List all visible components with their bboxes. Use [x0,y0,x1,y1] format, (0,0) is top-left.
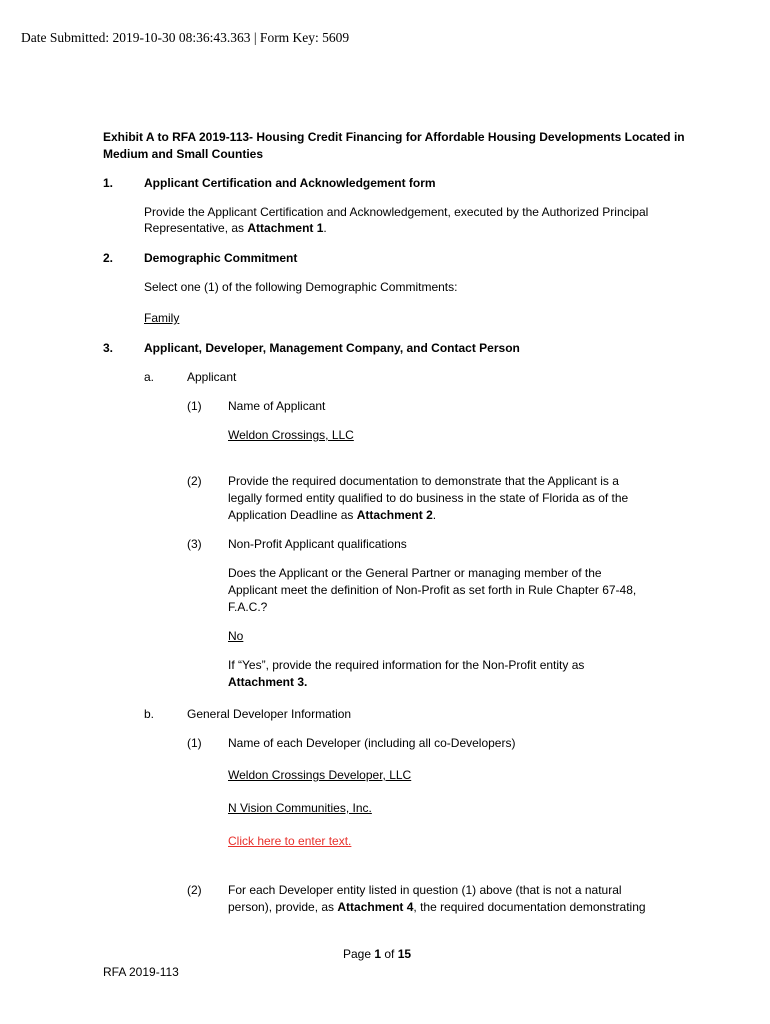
q-a2-line2: legally formed entity qualified to do business in the state of Florida as of the [228,491,629,505]
q-b1-label: Name of each Developer (including all co-Developers) [228,736,516,750]
q-b2-line2-suffix: , the required documentation demonstrating [413,900,646,914]
footer-rfa-label: RFA 2019-113 [103,965,179,979]
q-b2-line2 [228,899,646,916]
developer-1-answer[interactable]: Weldon Crossings Developer, LLC [228,768,412,782]
q-b2-number: (2) [187,883,202,897]
q-a2-line3 [228,507,436,524]
section-1-text-prefix: Representative, as [144,221,248,235]
document-title-line2: Medium and Small Counties [103,147,264,161]
section-3-number: 3. [103,341,114,355]
section-1-number: 1. [103,176,114,190]
q-a1-label: Name of Applicant [228,399,326,413]
section-1-text-line2 [144,220,327,237]
subsection-a-letter: a. [144,370,155,384]
q-a3-note-line1: If “Yes”, provide the required information for the Non-Profit entity as [228,658,585,672]
q-a2-line1: Provide the required documentation to demonstrate that the Applicant is a [228,474,619,488]
attachment-3-label: Attachment 3. [228,675,308,689]
page-current: 1 [374,947,382,961]
subsection-a-label: Applicant [187,370,237,384]
q-b2-line1: For each Developer entity listed in question (1) above (that is not a natural [228,883,622,897]
q-a3-number: (3) [187,537,202,551]
section-2-prompt: Select one (1) of the following Demographic Commitments: [144,280,458,294]
q-a3-line1: Does the Applicant or the General Partner or managing member of the [228,566,602,580]
attachment-1-label: Attachment 1 [247,221,324,235]
attachment-4-label: Attachment 4 [337,900,414,914]
q-a3-label: Non-Profit Applicant qualifications [228,537,407,551]
applicant-name-answer[interactable]: Weldon Crossings, LLC [228,428,354,442]
section-1-heading: Applicant Certification and Acknowledgement form [144,176,436,190]
developer-3-placeholder[interactable]: Click here to enter text. [228,834,352,848]
attachment-2-label: Attachment 2 [356,508,433,522]
page-prefix: Page [343,947,375,961]
document-title-line1: Exhibit A to RFA 2019-113- Housing Credit Financing for Affordable Housing Developments Located in [103,130,685,144]
q-a3-line2: Applicant meet the definition of Non-Profit as set forth in Rule Chapter 67-48, [228,583,637,597]
section-3-heading: Applicant, Developer, Management Company, and Contact Person [144,341,520,355]
section-2-number: 2. [103,251,114,265]
demographic-answer[interactable]: Family [144,311,180,325]
page-number [343,946,411,963]
q-a2-number: (2) [187,474,202,488]
subsection-b-letter: b. [144,707,155,721]
developer-2-answer[interactable]: N Vision Communities, Inc. [228,801,372,815]
q-b2-line2-prefix: person), provide, as [228,900,338,914]
q-b1-number: (1) [187,736,202,750]
nonprofit-answer[interactable]: No [228,629,244,643]
section-1-text-line1: Provide the Applicant Certification and Acknowledgement, executed by the Authorized Principal [144,205,649,219]
q-a2-line3-text: Application Deadline as [228,508,357,522]
submission-header: Date Submitted: 2019-10-30 08:36:43.363 | Form Key: 5609 [21,30,350,45]
page-of: of [381,947,398,961]
q-a1-number: (1) [187,399,202,413]
section-2-heading: Demographic Commitment [144,251,298,265]
q-a3-line3: F.A.C.? [228,600,268,614]
q-a2-line3-end: . [432,508,437,522]
section-1-text-end: . [323,221,327,235]
subsection-b-label: General Developer Information [187,707,352,721]
page-total: 15 [397,947,412,961]
